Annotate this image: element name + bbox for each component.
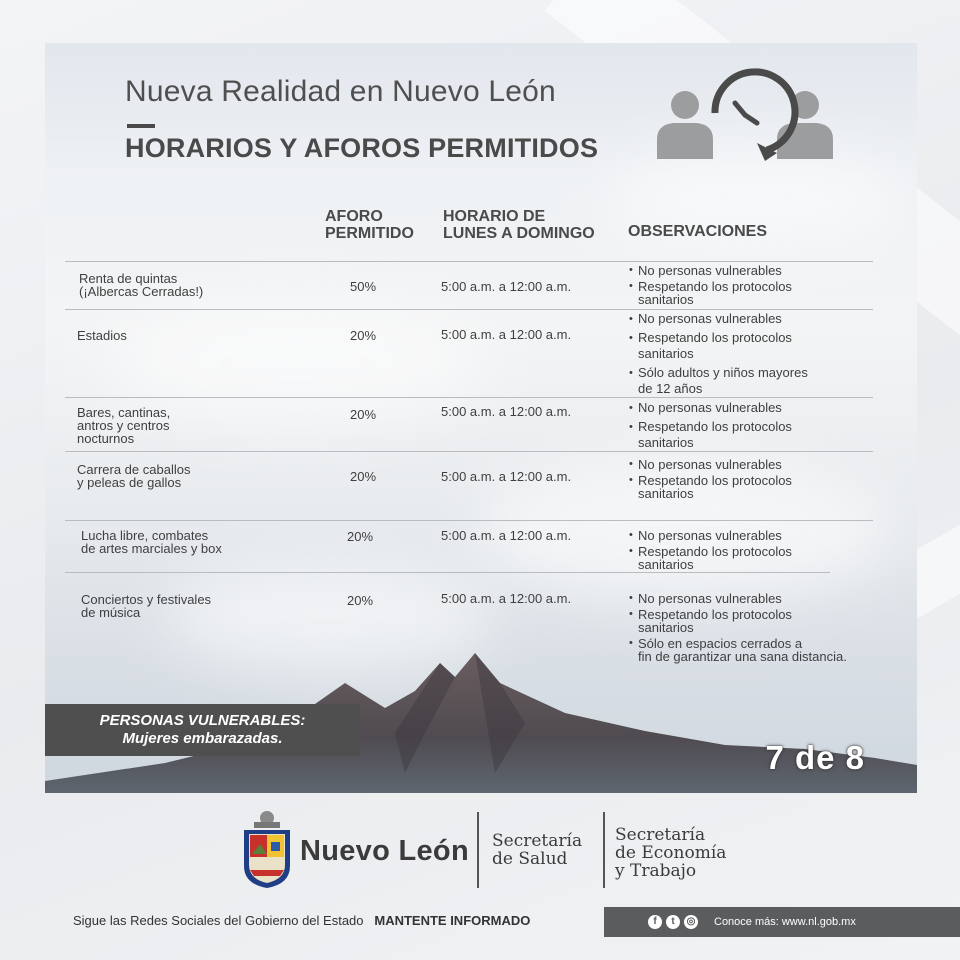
table-row-observations: • No personas vulnerables • Respetando los protocolos sanitarios bbox=[629, 529, 792, 574]
table-row-name: Carrera de caballos y peleas de gallos bbox=[77, 462, 191, 490]
vulnerable-detail: Mujeres embarazadas. bbox=[122, 730, 283, 747]
table-row-observations: • No personas vulnerables • Respetando los protocolos sanitarios • Sólo en espacios cerrados a fin de garantizar una sana distancia. bbox=[629, 592, 847, 666]
state-crest-icon bbox=[240, 810, 294, 890]
table-row-horario: 5:00 a.m. a 12:00 a.m. bbox=[441, 327, 572, 342]
table-row-horario: 5:00 a.m. a 12:00 a.m. bbox=[441, 404, 572, 419]
table-row-horario: 5:00 a.m. a 12:00 a.m. bbox=[441, 528, 572, 543]
table-row-name: Conciertos y festivales de música bbox=[81, 592, 212, 620]
table-row-observations: • No personas vulnerables • Respetando los protocolos sanitarios bbox=[629, 400, 792, 454]
table-row-aforo: 20% bbox=[350, 328, 377, 343]
table-row-aforo: 20% bbox=[347, 593, 374, 608]
health-secretariat-logo: Secretaría de Salud bbox=[492, 831, 583, 869]
economy-secretariat-logo: Secretaría de Economía y Trabajo bbox=[615, 825, 727, 881]
table-row-name: Lucha libre, combates de artes marciales y box bbox=[81, 528, 222, 556]
facebook-icon[interactable]: f bbox=[648, 915, 662, 929]
table-row-observations: • No personas vulnerables • Respetando los protocolos sanitarios bbox=[629, 458, 792, 503]
stay-informed-text: MANTENTE INFORMADO bbox=[374, 913, 531, 928]
table-row-aforo: 20% bbox=[350, 469, 377, 484]
table-row-aforo: 20% bbox=[347, 529, 374, 544]
website-link[interactable]: Conoce más: www.nl.gob.mx bbox=[714, 916, 856, 928]
title-dash bbox=[127, 124, 155, 128]
table-row-observations: • No personas vulnerables • Respetando los protocolos sanitarios bbox=[629, 264, 792, 309]
table-row-horario: 5:00 a.m. a 12:00 a.m. bbox=[441, 591, 572, 606]
table-row-name: Renta de quintas (¡Albercas Cerradas!) bbox=[79, 271, 204, 299]
info-panel bbox=[45, 43, 917, 793]
column-header-horario: HORARIO DE LUNES A DOMINGO bbox=[443, 208, 595, 242]
footer-bar bbox=[604, 907, 960, 937]
footer-social-text: Sigue las Redes Sociales del Gobierno del Estado MANTENTE INFORMADO bbox=[73, 913, 531, 928]
page-title: HORARIOS Y AFOROS PERMITIDOS bbox=[125, 133, 599, 163]
page-subtitle: Nueva Realidad en Nuevo León bbox=[125, 75, 556, 108]
table-row-name: Bares, cantinas, antros y centros nocturnos bbox=[77, 405, 171, 446]
row-divider bbox=[65, 309, 873, 310]
table-row-name: Estadios bbox=[77, 328, 127, 343]
people-clock-icon bbox=[655, 63, 835, 163]
table-row-aforo: 20% bbox=[350, 407, 377, 422]
row-divider bbox=[65, 520, 873, 521]
vulnerable-persons-box bbox=[45, 704, 360, 756]
table-row-horario: 5:00 a.m. a 12:00 a.m. bbox=[441, 279, 572, 294]
logo-divider bbox=[477, 812, 479, 888]
table-row-aforo: 50% bbox=[350, 279, 377, 294]
state-logo-text: Nuevo León bbox=[300, 835, 469, 867]
table-row-horario: 5:00 a.m. a 12:00 a.m. bbox=[441, 469, 572, 484]
page-indicator: 7 de 8 bbox=[765, 739, 865, 776]
column-header-observaciones: OBSERVACIONES bbox=[628, 223, 767, 240]
row-divider bbox=[65, 261, 873, 262]
vulnerable-heading: PERSONAS VULNERABLES: bbox=[99, 712, 306, 729]
table-row-observations: • No personas vulnerables • Respetando los protocolos sanitarios • Sólo adultos y niños mayores de 12 años bbox=[629, 311, 808, 400]
logo-divider bbox=[603, 812, 605, 888]
column-header-aforo: AFORO PERMITIDO bbox=[325, 208, 414, 242]
twitter-icon[interactable]: t bbox=[666, 915, 680, 929]
instagram-icon[interactable]: ◎ bbox=[684, 915, 698, 929]
